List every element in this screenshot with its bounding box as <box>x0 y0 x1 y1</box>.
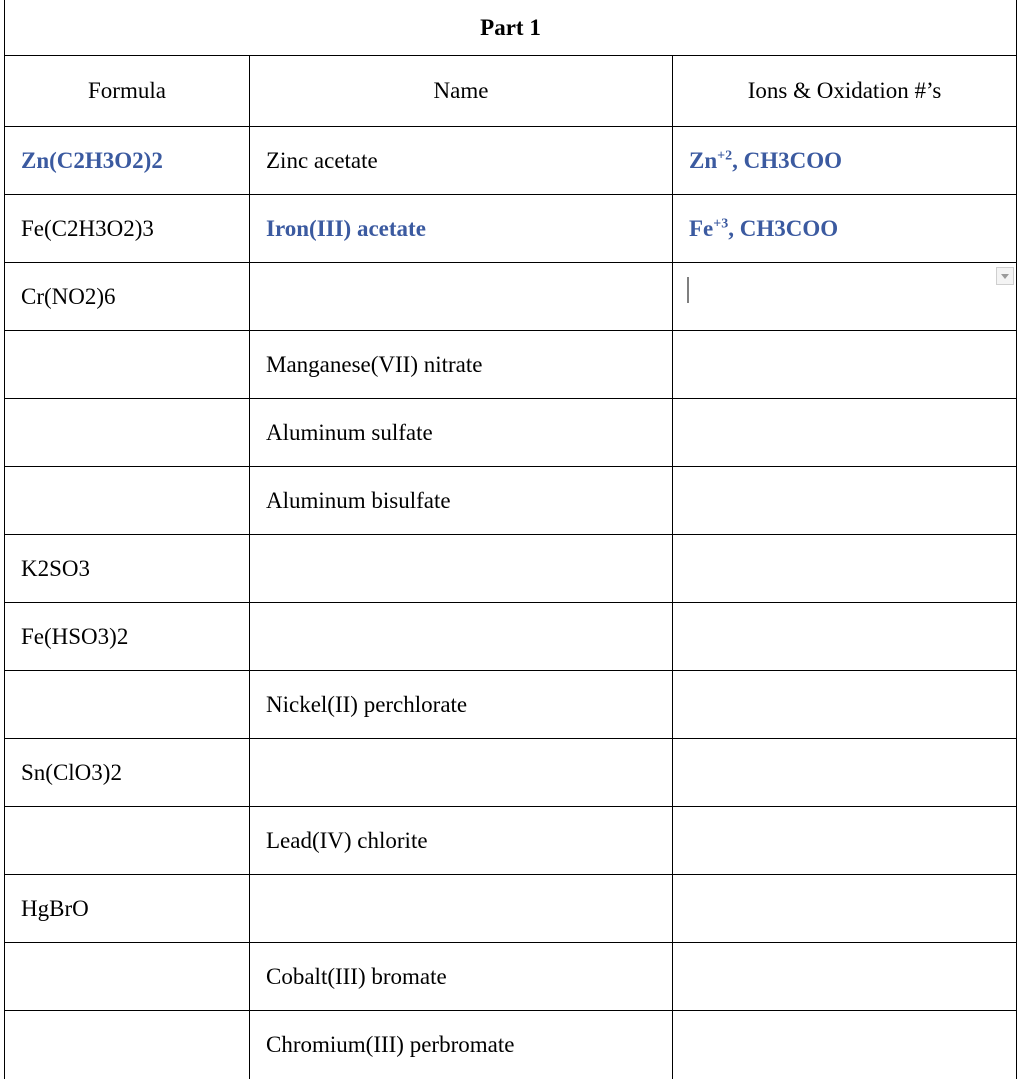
name-cell[interactable]: Nickel(II) perchlorate <box>250 671 673 739</box>
formula-cell[interactable] <box>5 1011 250 1079</box>
ions-cell[interactable] <box>673 127 1017 195</box>
ion-rest: , CH3COO <box>732 148 842 173</box>
ions-cell[interactable] <box>673 1011 1017 1079</box>
name-cell[interactable]: Iron(III) acetate <box>250 195 673 263</box>
ions-cell[interactable] <box>673 671 1017 739</box>
name-cell[interactable]: Manganese(VII) nitrate <box>250 331 673 399</box>
formula-cell[interactable] <box>5 399 250 467</box>
ions-cell[interactable] <box>673 399 1017 467</box>
formula-cell[interactable]: Fe(HSO3)2 <box>5 603 250 671</box>
formula-cell[interactable]: Zn(C2H3O2)2 <box>5 127 250 195</box>
text-caret <box>687 277 689 303</box>
ions-cell[interactable] <box>673 195 1017 263</box>
formula-cell[interactable]: Cr(NO2)6 <box>5 263 250 331</box>
part-title[interactable]: Part 1 <box>5 0 1017 56</box>
table-row <box>5 739 1017 807</box>
ions-cell[interactable] <box>673 331 1017 399</box>
table-row <box>5 603 1017 671</box>
ions-cell[interactable] <box>673 535 1017 603</box>
table-row <box>5 263 1017 331</box>
title-row <box>5 0 1017 56</box>
formula-cell[interactable]: Fe(C2H3O2)3 <box>5 195 250 263</box>
ion-charge: +3 <box>713 216 728 231</box>
name-cell[interactable]: Lead(IV) chlorite <box>250 807 673 875</box>
ion-rest: , CH3COO <box>728 216 838 241</box>
ion-base: Fe <box>689 216 713 241</box>
ion-base: Zn <box>689 148 717 173</box>
header-formula[interactable]: Formula <box>5 56 250 127</box>
table-row <box>5 943 1017 1011</box>
name-cell[interactable] <box>250 875 673 943</box>
chevron-down-icon[interactable] <box>996 267 1014 285</box>
table-row <box>5 807 1017 875</box>
table-row <box>5 127 1017 195</box>
header-row <box>5 56 1017 127</box>
formula-cell[interactable]: Sn(ClO3)2 <box>5 739 250 807</box>
table-row <box>5 875 1017 943</box>
formula-cell[interactable] <box>5 943 250 1011</box>
chemistry-worksheet-table <box>4 0 1017 1079</box>
name-cell[interactable]: Aluminum bisulfate <box>250 467 673 535</box>
formula-cell[interactable] <box>5 331 250 399</box>
name-cell[interactable] <box>250 263 673 331</box>
ions-cell-active[interactable] <box>673 263 1017 331</box>
formula-cell[interactable] <box>5 671 250 739</box>
ions-cell[interactable] <box>673 943 1017 1011</box>
name-cell[interactable] <box>250 739 673 807</box>
ions-cell[interactable] <box>673 603 1017 671</box>
table-row <box>5 467 1017 535</box>
name-cell[interactable]: Cobalt(III) bromate <box>250 943 673 1011</box>
table-row <box>5 1011 1017 1079</box>
name-cell[interactable] <box>250 535 673 603</box>
formula-cell[interactable] <box>5 467 250 535</box>
header-name[interactable]: Name <box>250 56 673 127</box>
table-row <box>5 195 1017 263</box>
ions-cell[interactable] <box>673 739 1017 807</box>
ions-cell[interactable] <box>673 875 1017 943</box>
name-cell[interactable]: Zinc acetate <box>250 127 673 195</box>
header-ions[interactable]: Ions & Oxidation #’s <box>673 56 1017 127</box>
ions-cell[interactable] <box>673 807 1017 875</box>
formula-cell[interactable] <box>5 807 250 875</box>
ions-cell[interactable] <box>673 467 1017 535</box>
name-cell[interactable]: Chromium(III) perbromate <box>250 1011 673 1079</box>
table-row <box>5 399 1017 467</box>
table-row <box>5 535 1017 603</box>
table-row <box>5 331 1017 399</box>
name-cell[interactable]: Aluminum sulfate <box>250 399 673 467</box>
table-row <box>5 671 1017 739</box>
ion-charge: +2 <box>717 148 732 163</box>
formula-cell[interactable]: K2SO3 <box>5 535 250 603</box>
name-cell[interactable] <box>250 603 673 671</box>
formula-cell[interactable]: HgBrO <box>5 875 250 943</box>
